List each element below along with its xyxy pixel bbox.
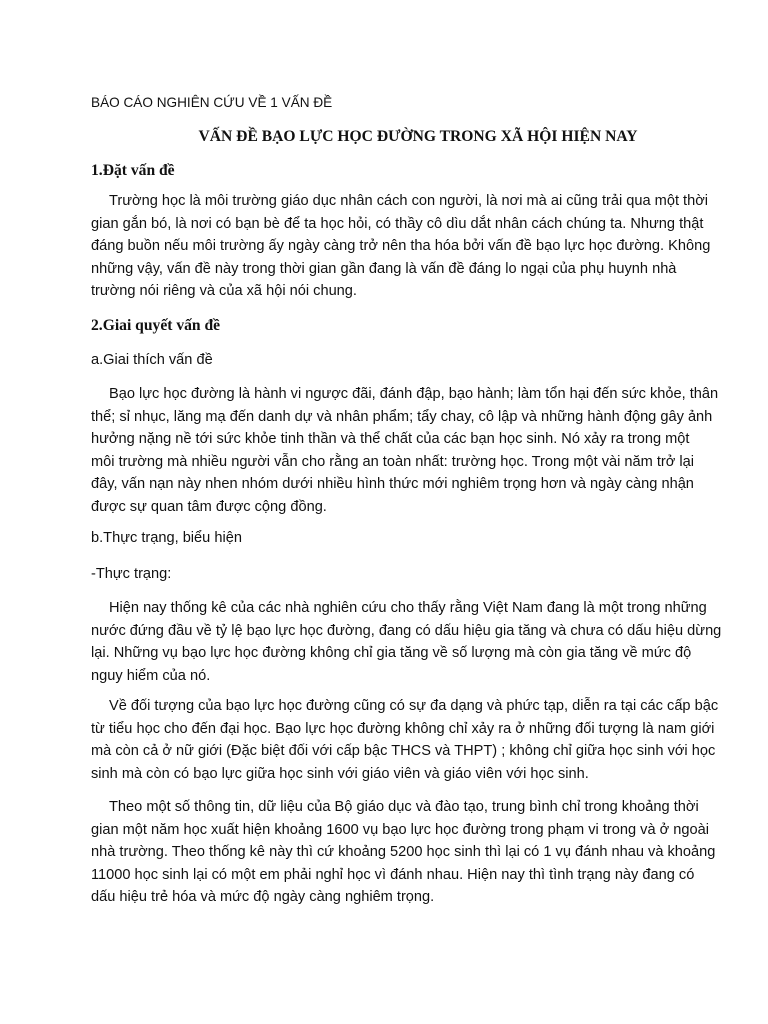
report-label: BÁO CÁO NGHIÊN CỨU VỀ 1 VẤN ĐỀ <box>91 95 333 110</box>
paragraph-line: đây, vấn nạn này nhen nhóm dưới nhiều hình thức mới nghiêm trọng hơn và ngày càng nhận <box>91 476 694 493</box>
paragraph-line: được sự quan tâm được cộng đồng. <box>91 498 327 515</box>
paragraph-line: Về đối tượng của bạo lực học đường cũng có sự đa dạng và phức tạp, diễn ra tại các cấp bậc <box>109 698 719 714</box>
paragraph-line: 11000 học sinh lại có một em phải nghỉ học vì đánh nhau. Hiện nay thì tình trạng này đang có <box>91 866 695 883</box>
paragraph-line: thể; sỉ nhục, lăng mạ đến danh dự và nhân phẩm; tẩy chay, cô lập và những hành động gây ảnh <box>91 408 713 425</box>
paragraph-line: từ tiểu học cho đến đại học. Bạo lực học đường không chỉ xảy ra ở những đối tượng là nam giới <box>91 720 715 737</box>
paragraph-line: những vậy, vấn đề này trong thời gian gần đang là vấn đề đáng lo ngại của phụ huynh nhà <box>91 260 677 277</box>
paragraph-explanation <box>91 383 719 519</box>
section-heading-2: 2.Giai quyết vấn đề <box>91 317 221 334</box>
paragraph-line: nguy hiểm của nó. <box>91 667 211 684</box>
paragraph-line: Trường học là môi trường giáo dục nhân cách con người, là nơi mà ai cũng trải qua một thời <box>109 193 709 209</box>
paragraph-ministry-data <box>91 796 716 909</box>
paragraph-line: gian một năm học xuất hiện khoảng 1600 vụ bạo lực học đường trong phạm vi trong và ở ngoài <box>91 821 709 838</box>
paragraph-line: Bạo lực học đường là hành vi ngược đãi, đánh đập, bạo hành; làm tổn hại đến sức khỏe, thân <box>109 386 719 402</box>
section-heading-1: 1.Đặt vấn đề <box>91 162 175 179</box>
subheading-b: b.Thực trạng, biểu hiện <box>91 530 242 546</box>
paragraph-line: dấu hiệu trẻ hóa và mức độ ngày càng nghiêm trọng. <box>91 889 435 906</box>
document-title: VẤN ĐỀ BẠO LỰC HỌC ĐƯỜNG TRONG XÃ HỘI HIỆN NAY <box>198 128 638 145</box>
paragraph-line: nhà trường. Theo thống kê này thì cứ khoảng 5200 học sinh thì lại có 1 vụ đánh nhau và khoảng <box>91 844 716 861</box>
subheading-status: -Thực trạng: <box>91 566 172 582</box>
paragraph-line: hưởng nặng nề tới sức khỏe tinh thần và thể chất của các bạn học sinh. Nó xảy ra trong một <box>91 431 690 448</box>
paragraph-subjects <box>91 695 719 785</box>
paragraph-introduction <box>91 190 711 303</box>
paragraph-line: Hiện nay thống kê của các nhà nghiên cứu cho thấy rằng Việt Nam đang là một trong những <box>109 600 707 616</box>
paragraph-line: Theo một số thông tin, dữ liệu của Bộ giáo dục và đào tạo, trung bình chỉ trong khoảng thời <box>109 799 699 815</box>
paragraph-line: môi trường mà nhiều người vẫn cho rằng an toàn nhất: trường học. Trong một vài năm trở lại <box>91 453 694 470</box>
paragraph-line: sinh mà còn có bạo lực giữa học sinh với giáo viên và giáo viên với học sinh. <box>91 765 589 782</box>
paragraph-line: trường nói riêng và của xã hội nói chung. <box>91 283 357 300</box>
paragraph-line: đáng buồn nếu môi trường ấy ngày càng trở nên tha hóa bởi vấn đề bạo lực học đường. Không <box>91 238 711 255</box>
paragraph-line: mà còn cả ở nữ giới (Đặc biệt đối với cấp bậc THCS và THPT) ; không chỉ giữa học sinh với học <box>91 743 716 760</box>
paragraph-line: lại. Những vụ bạo lực học đường không chỉ gia tăng về số lượng mà còn gia tăng về mức độ <box>91 645 692 662</box>
paragraph-line: nước đứng đầu về tỷ lệ bạo lực học đường, đang có dấu hiệu gia tăng và chưa có dấu hiệu dừng <box>91 622 722 639</box>
paragraph-line: gian gắn bó, là nơi có bạn bè để ta học hỏi, có thầy cô dìu dắt nhân cách chúng ta. Nhưng thật <box>91 215 704 232</box>
subheading-a: a.Giai thích vấn đề <box>91 352 213 368</box>
paragraph-statistics <box>91 597 722 687</box>
